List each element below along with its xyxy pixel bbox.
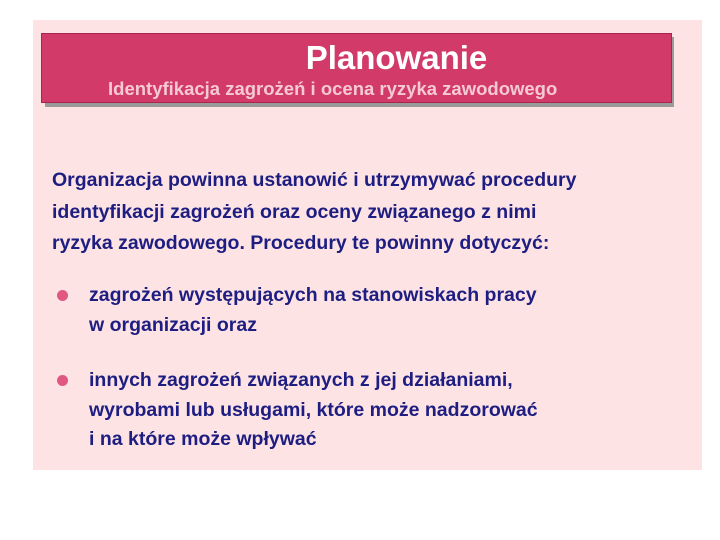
intro-line: Organizacja powinna ustanowić i utrzymywać procedury [52, 169, 577, 191]
bullet-line: innych zagrożeń związanych z jej działaniami, [89, 369, 513, 391]
bullet-dot-icon [57, 375, 68, 386]
intro-line: ryzyka zawodowego. Procedury te powinny dotyczyć: [52, 232, 550, 254]
intro-line: identyfikacji zagrożeń oraz oceny związanego z nimi [52, 200, 537, 223]
bullet-line: zagrożeń występujących na stanowiskach pracy [89, 284, 537, 306]
page-title: Planowanie [305, 39, 488, 76]
bullet-dot-icon [57, 290, 68, 301]
bullet-list [52, 281, 692, 455]
bullet-line: w organizacji oraz [89, 313, 257, 336]
bullet-line: wyrobami lub usługami, które może nadzorować [89, 398, 538, 421]
bullet-line: i na które może wpływać [89, 428, 317, 450]
list-item [52, 366, 692, 455]
intro-paragraph [52, 165, 692, 260]
page-subtitle: Identyfikacja zagrożeń i ocena ryzyka zawodowego [108, 78, 558, 99]
list-item [52, 281, 692, 340]
header-banner [41, 33, 672, 103]
